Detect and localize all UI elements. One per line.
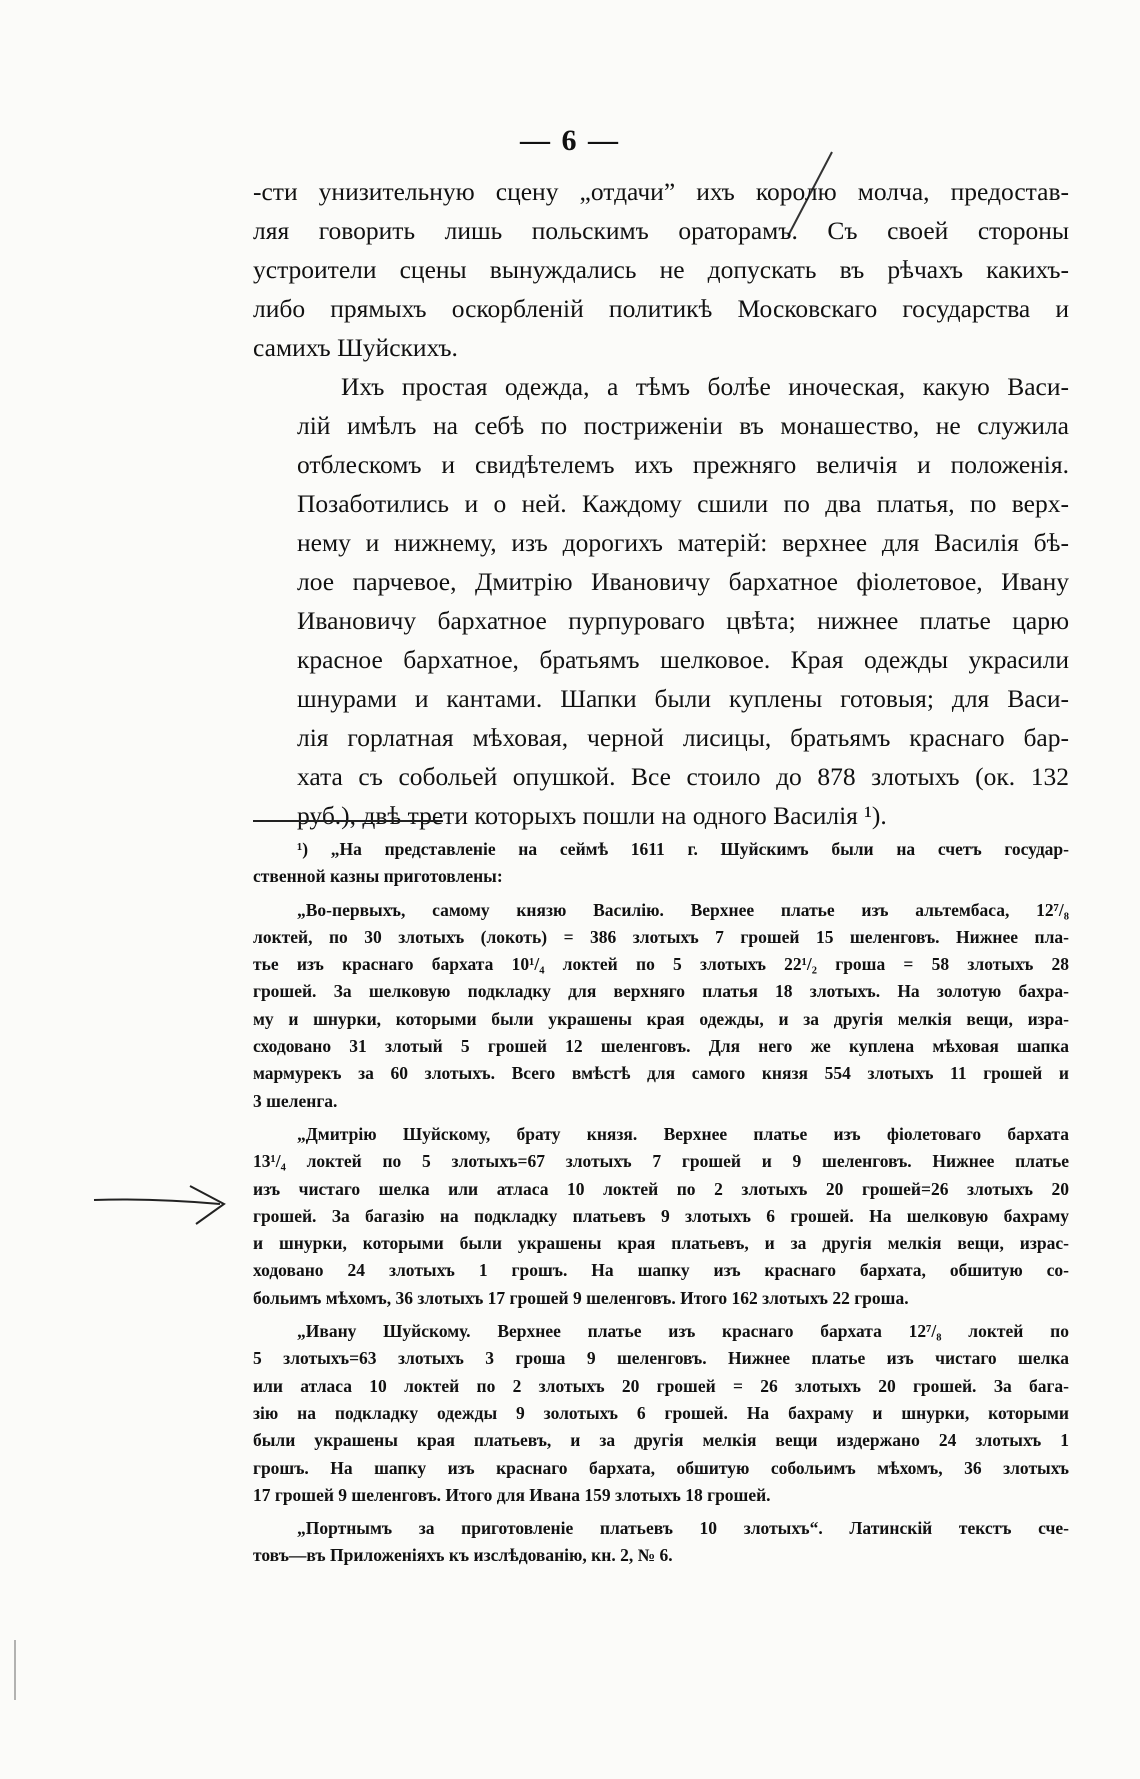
footnote-line: тье изъ краснаго бархата 10¹/₄ локтей по 5 злотыхъ 22¹/₂ гроша = 58 злотыхъ 28: [253, 954, 1069, 975]
footnote-line: зію на подкладку одежды 9 золотыхъ 6 грошей. На бахраму и шнурки, которыми: [253, 1402, 1069, 1423]
footnote-line: грошъ. На шапку изъ краснаго бархата, обшитую собольимъ мѣхомъ, 36 злотыхъ: [253, 1457, 1069, 1478]
text-line: Ихъ простая одежда, а тѣмъ болѣе иноческая, какую Васи-: [341, 372, 1069, 401]
footnote-line: грошей. За багазію на подкладку платьевъ 9 злотыхъ 6 грошей. На шелковую бахраму: [253, 1205, 1069, 1226]
footnote-line: 3 шеленга.: [253, 1090, 338, 1111]
text-line: лое парчевое, Дмитрію Ивановичу бархатное фіолетовое, Ивану: [297, 567, 1069, 596]
text-line: ляя говорить лишь польскимъ ораторамъ. Съ своей стороны: [253, 216, 1069, 245]
text-line: шнурами и кантами. Шапки были куплены готовыя; для Васи-: [297, 684, 1069, 713]
footnote: [253, 836, 1069, 1576]
text-line: лій имѣлъ на себѣ по постриженіи въ монашество, не служила: [297, 411, 1069, 440]
footnote-line: ходовано 24 злотыхъ 1 грошъ. На шапку изъ краснаго бархата, обшитую со-: [253, 1260, 1069, 1281]
footnote-line: больимъ мѣхомъ, 36 злотыхъ 17 грошей 9 шеленговъ. Итого 162 злотыхъ 22 гроша.: [253, 1287, 909, 1308]
footnote-para-4: [253, 1318, 1069, 1509]
footnote-line: товъ—въ Приложеніяхъ къ изслѣдованію, кн. 2, № 6.: [253, 1545, 673, 1566]
footnote-line: или атласа 10 локтей по 2 злотыхъ 20 грошей = 26 злотыхъ 20 грошей. За бага-: [253, 1375, 1069, 1396]
main-text: [253, 172, 1069, 835]
footnote-line: ¹) „На представленіе на сеймѣ 1611 г. Шуйскимъ были на счетъ государ-: [297, 839, 1069, 859]
footnote-line: мармурекъ за 60 злотыхъ. Всего вмѣстѣ для самого князя 554 злотыхъ 11 грошей и: [253, 1063, 1069, 1084]
text-line: руб.), двѣ трети которыхъ пошли на одного Василія ¹).: [297, 801, 887, 830]
paragraph-1: [253, 172, 1069, 367]
footnote-line: „Во-первыхъ, самому князю Василію. Верхнее платье изъ альтембаса, 12⁷/₈: [297, 899, 1069, 920]
footnote-divider: [253, 820, 443, 822]
footnote-line: „Портнымъ за приготовленіе платьевъ 10 злотыхъ“. Латинскій текстъ сче-: [297, 1518, 1069, 1539]
footnote-line: изъ чистаго шелка или атласа 10 локтей по 2 злотыхъ 20 грошей=26 злотыхъ 20: [253, 1178, 1069, 1199]
text-line: Позаботились и о ней. Каждому сшили по два платья, по верх-: [297, 489, 1069, 518]
text-line: хата съ собольей опушкой. Все стоило до 878 злотыхъ (ок. 132: [297, 762, 1069, 791]
text-line: самихъ Шуйскихъ.: [253, 333, 458, 362]
footnote-para-2: [253, 897, 1069, 1115]
text-line: Ивановичу бархатное пурпуроваго цвѣта; нижнее платье царю: [297, 606, 1069, 635]
footnote-para-5: [253, 1515, 1069, 1570]
text-line: -сти унизительную сцену „отдачи” ихъ королю молча, предостав-: [253, 177, 1069, 206]
text-line: лія горлатная мѣховая, черной лисицы, братьямъ краснаго бар-: [297, 723, 1069, 752]
footnote-para-3: [253, 1121, 1069, 1312]
footnote-line: му и шнурки, которыми были украшены края одежды, и за другія мелкія вещи, изра-: [253, 1008, 1069, 1029]
footnote-line: были украшены края платьевъ, и за другія мелкія вещи издержано 24 злотыхъ 1: [253, 1430, 1069, 1451]
text-line: красное бархатное, братьямъ шелковое. Края одежды украсили: [297, 645, 1069, 674]
footnote-line: 13¹/₄ локтей по 5 злотыхъ=67 злотыхъ 7 грошей и 9 шеленговъ. Нижнее платье: [253, 1151, 1069, 1172]
text-line: устроители сцены вынуждались не допускать въ рѣчахъ какихъ-: [253, 255, 1069, 284]
text-line: либо прямыхъ оскорбленій политикѣ Московскаго государства и: [253, 294, 1069, 323]
footnote-line: локтей, по 30 злотыхъ (локоть) = 386 злотыхъ 7 грошей 15 шеленговъ. Нижнее пла-: [253, 926, 1069, 947]
text-line: нему и нижнему, изъ дорогихъ матерій: верхнее для Василія бѣ-: [297, 528, 1069, 557]
footnote-line: „Дмитрію Шуйскому, брату князя. Верхнее платье изъ фіолетоваго бархата: [297, 1123, 1069, 1144]
arrow-mark: [92, 1180, 242, 1230]
footnote-line: 17 грошей 9 шеленговъ. Итого для Ивана 159 злотыхъ 18 грошей.: [253, 1484, 771, 1505]
page-number: — 6 —: [520, 124, 620, 157]
footnote-para-1: [253, 836, 1069, 891]
footnote-line: ственной казны приготовлены:: [253, 866, 503, 887]
footnote-line: 5 злотыхъ=63 злотыхъ 3 гроша 9 шеленговъ. Нижнее платье изъ чистаго шелка: [253, 1348, 1069, 1369]
margin-scan-line: [13, 1640, 17, 1700]
footnote-line: грошей. За шелковую подкладку для верхняго платья 18 злотыхъ. На золотую бахра-: [253, 981, 1069, 1002]
paragraph-2: [253, 367, 1069, 835]
footnote-line: сходовано 31 злотый 5 грошей 12 шеленговъ. Для него же куплена мѣховая шапка: [253, 1036, 1069, 1057]
text-line: отблескомъ и свидѣтелемъ ихъ прежняго величія и положенія.: [297, 450, 1069, 479]
footnote-line: и шнурки, которыми были украшены края платьевъ, и за другія мелкія вещи, израс-: [253, 1233, 1069, 1254]
footnote-line: „Ивану Шуйскому. Верхнее платье изъ краснаго бархата 12⁷/₈ локтей по: [297, 1321, 1069, 1342]
